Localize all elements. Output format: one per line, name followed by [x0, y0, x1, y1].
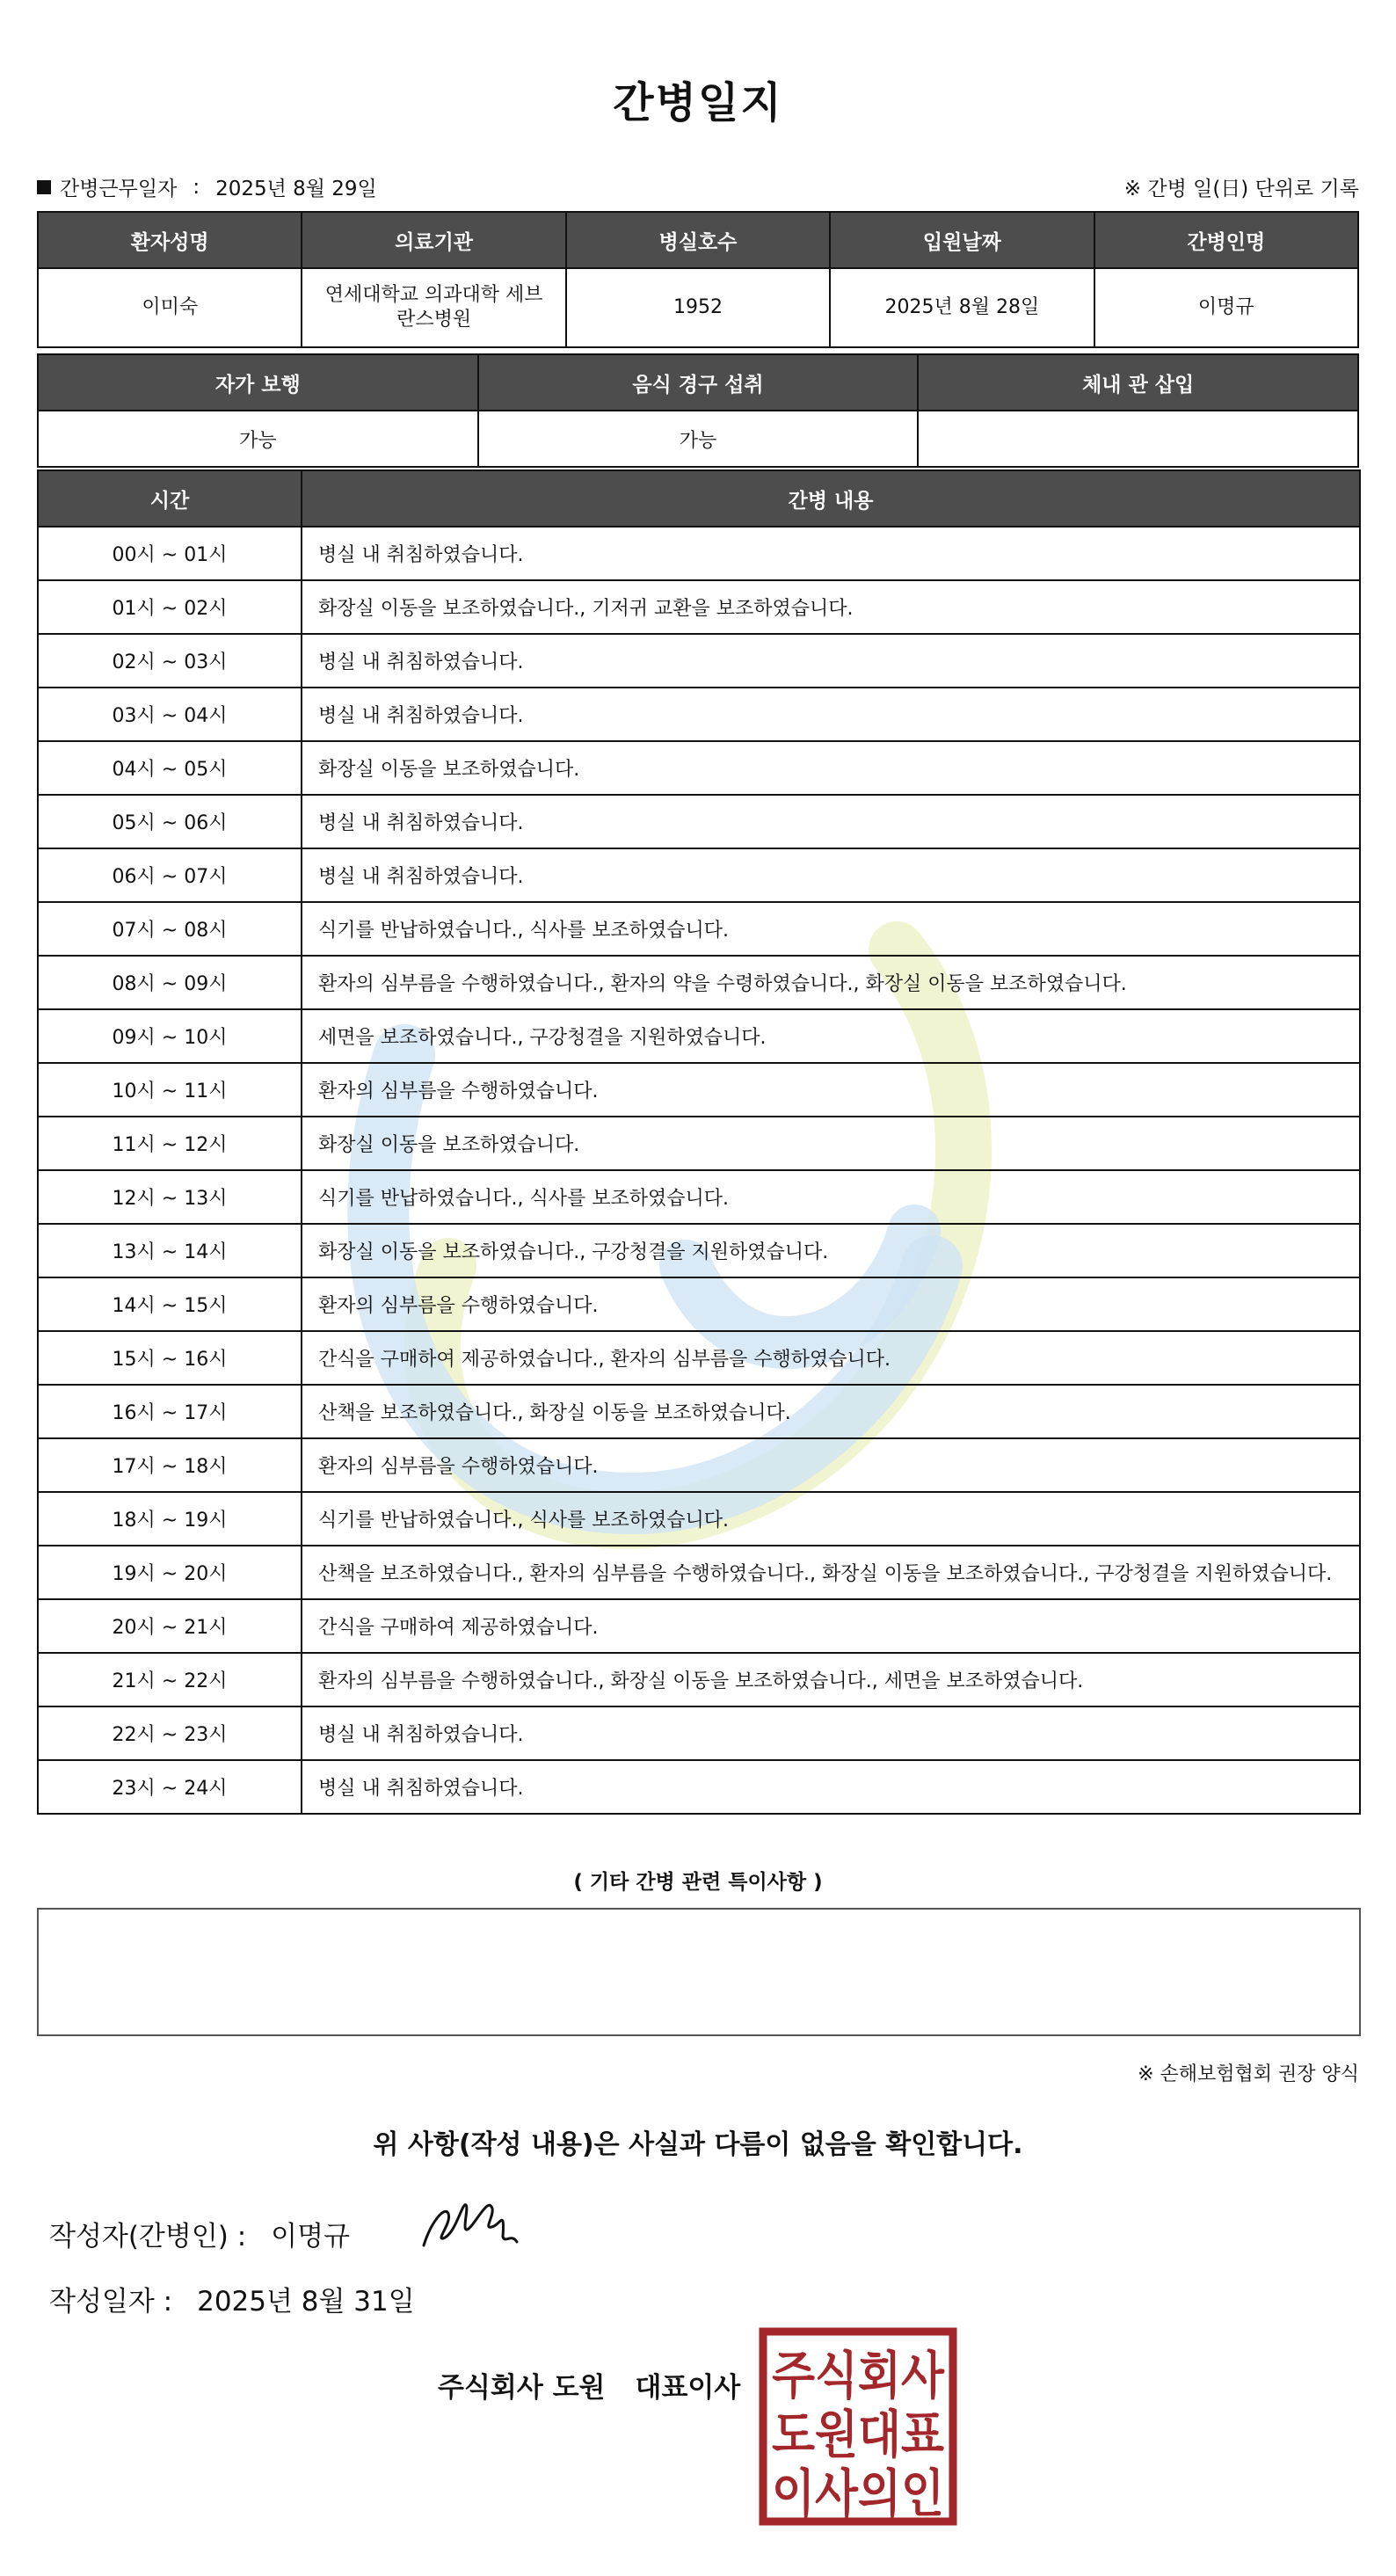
header-caregiver-name: 간병인명	[1094, 212, 1358, 268]
log-content: 화장실 이동을 보조하였습니다., 기저귀 교환을 보조하였습니다.	[302, 580, 1360, 634]
table-row	[38, 1385, 1360, 1438]
care-date-colon: :	[193, 175, 200, 199]
care-date-label: 간병근무일자	[60, 178, 178, 200]
log-time: 15시 ~ 16시	[38, 1331, 302, 1385]
log-content: 환자의 심부름을 수행하였습니다.	[302, 1063, 1360, 1117]
admission-date: 2025년 8월 28일	[830, 268, 1094, 347]
company-signoff	[438, 2365, 740, 2405]
log-content: 병실 내 취침하였습니다.	[302, 527, 1360, 580]
table-row	[38, 956, 1360, 1009]
log-time: 12시 ~ 13시	[38, 1170, 302, 1224]
table-row	[38, 1063, 1360, 1117]
header-care-content: 간병 내용	[302, 470, 1360, 527]
header-tube-insertion: 체내 관 삽입	[918, 354, 1358, 411]
seal-line-1: 주식회사	[772, 2346, 945, 2405]
log-content: 식기를 반납하였습니다., 식사를 보조하였습니다.	[302, 902, 1360, 956]
table-row	[38, 1224, 1360, 1277]
log-content: 산책을 보조하였습니다., 화장실 이동을 보조하였습니다.	[302, 1385, 1360, 1438]
log-time: 01시 ~ 02시	[38, 580, 302, 634]
log-content: 식기를 반납하였습니다., 식사를 보조하였습니다.	[302, 1492, 1360, 1546]
log-time: 04시 ~ 05시	[38, 741, 302, 795]
company-seal-stamp	[758, 2326, 958, 2527]
table-row	[38, 1760, 1360, 1814]
log-time: 19시 ~ 20시	[38, 1546, 302, 1599]
log-time: 08시 ~ 09시	[38, 956, 302, 1009]
written-date-label: 작성일자 :	[49, 2286, 173, 2318]
caregiver-name: 이명규	[1094, 268, 1358, 347]
log-time: 22시 ~ 23시	[38, 1706, 302, 1760]
table-row	[38, 902, 1360, 956]
log-time: 18시 ~ 19시	[38, 1492, 302, 1546]
log-content: 환자의 심부름을 수행하였습니다., 환자의 약을 수령하였습니다., 화장실 이동을 보조하였습니다.	[302, 956, 1360, 1009]
log-time: 14시 ~ 15시	[38, 1277, 302, 1331]
log-time: 13시 ~ 14시	[38, 1224, 302, 1277]
log-content: 환자의 심부름을 수행하였습니다., 화장실 이동을 보조하였습니다., 세면을 보조하였습니다.	[302, 1653, 1360, 1706]
writer-name: 이명규	[271, 2221, 351, 2252]
header-self-walking: 자가 보행	[38, 354, 478, 411]
square-bullet-icon	[37, 180, 51, 194]
log-time: 11시 ~ 12시	[38, 1117, 302, 1170]
log-content: 병실 내 취침하였습니다.	[302, 688, 1360, 741]
log-time: 05시 ~ 06시	[38, 795, 302, 848]
table-row	[38, 1599, 1360, 1653]
care-log-table	[37, 469, 1361, 1815]
care-date-meta	[37, 172, 377, 201]
table-row	[38, 1492, 1360, 1546]
log-time: 16시 ~ 17시	[38, 1385, 302, 1438]
written-date-line	[49, 2279, 415, 2318]
log-time: 02시 ~ 03시	[38, 634, 302, 688]
log-content: 간식을 구매하여 제공하였습니다.	[302, 1599, 1360, 1653]
table-row	[38, 580, 1360, 634]
remarks-box	[37, 1908, 1361, 2036]
company-name: 주식회사 도원	[438, 2372, 606, 2404]
care-date-value: 2025년 8월 29일	[215, 178, 377, 200]
log-content: 식기를 반납하였습니다., 식사를 보조하였습니다.	[302, 1170, 1360, 1224]
header-room-number: 병실호수	[566, 212, 830, 268]
log-content: 화장실 이동을 보조하였습니다.	[302, 1117, 1360, 1170]
tube-insertion-value	[918, 411, 1358, 467]
log-content: 병실 내 취침하였습니다.	[302, 1760, 1360, 1814]
log-content: 간식을 구매하여 제공하였습니다., 환자의 심부름을 수행하였습니다.	[302, 1331, 1360, 1385]
log-time: 20시 ~ 21시	[38, 1599, 302, 1653]
patient-status-table	[37, 353, 1359, 468]
seal-line-3: 이사의인	[772, 2463, 944, 2523]
log-time: 21시 ~ 22시	[38, 1653, 302, 1706]
table-row	[38, 795, 1360, 848]
log-content: 세면을 보조하였습니다., 구강청결을 지원하였습니다.	[302, 1009, 1360, 1063]
table-row	[38, 527, 1360, 580]
table-row	[38, 1653, 1360, 1706]
log-time: 06시 ~ 07시	[38, 848, 302, 902]
ceo-label: 대표이사	[635, 2372, 741, 2404]
confirm-statement: 위 사항(작성 내용)은 사실과 다름이 없음을 확인합니다.	[373, 2129, 1023, 2160]
signature-image	[413, 2187, 536, 2258]
table-row	[38, 1331, 1360, 1385]
table-row	[38, 1438, 1360, 1492]
log-time: 23시 ~ 24시	[38, 1760, 302, 1814]
written-date-value: 2025년 8월 31일	[197, 2286, 415, 2318]
header-patient-name: 환자성명	[38, 212, 302, 268]
log-content: 병실 내 취침하였습니다.	[302, 795, 1360, 848]
room-number: 1952	[566, 268, 830, 347]
log-content: 병실 내 취침하였습니다.	[302, 848, 1360, 902]
table-row	[38, 741, 1360, 795]
patient-info-table	[37, 211, 1359, 348]
table-row	[38, 688, 1360, 741]
log-content: 환자의 심부름을 수행하였습니다.	[302, 1277, 1360, 1331]
table-row	[38, 1009, 1360, 1063]
log-content: 병실 내 취침하였습니다.	[302, 634, 1360, 688]
remarks-title: ( 기타 간병 관련 특이사항 )	[573, 1871, 823, 1894]
table-row	[38, 1546, 1360, 1599]
record-unit-note: ※ 간병 일(日) 단위로 기록	[1123, 178, 1359, 200]
header-admission-date: 입원날짜	[830, 212, 1094, 268]
table-row	[38, 1706, 1360, 1760]
log-content: 화장실 이동을 보조하였습니다., 구강청결을 지원하였습니다.	[302, 1224, 1360, 1277]
table-row	[38, 634, 1360, 688]
log-content: 화장실 이동을 보조하였습니다.	[302, 741, 1360, 795]
log-content: 산책을 보조하였습니다., 환자의 심부름을 수행하였습니다., 화장실 이동을 보조하였습니다., 구강청결을 지원하였습니다.	[302, 1546, 1360, 1599]
header-time: 시간	[38, 470, 302, 527]
log-content: 환자의 심부름을 수행하였습니다.	[302, 1438, 1360, 1492]
table-row	[38, 848, 1360, 902]
header-hospital: 의료기관	[302, 212, 565, 268]
log-time: 09시 ~ 10시	[38, 1009, 302, 1063]
recommend-note: ※ 손해보험협회 권장 양식	[1138, 2063, 1359, 2085]
self-walking-value: 가능	[38, 411, 478, 467]
log-time: 07시 ~ 08시	[38, 902, 302, 956]
log-time: 17시 ~ 18시	[38, 1438, 302, 1492]
log-time: 10시 ~ 11시	[38, 1063, 302, 1117]
header-oral-intake: 음식 경구 섭취	[478, 354, 919, 411]
page-title: 간병일지	[613, 78, 783, 127]
seal-line-2: 도원대표	[772, 2405, 944, 2464]
writer-label: 작성자(간병인) :	[49, 2221, 247, 2252]
writer-line	[49, 2214, 350, 2253]
hospital-name: 연세대학교 의과대학 세브란스병원	[302, 268, 565, 347]
table-row	[38, 1170, 1360, 1224]
log-time: 03시 ~ 04시	[38, 688, 302, 741]
log-content: 병실 내 취침하였습니다.	[302, 1706, 1360, 1760]
log-time: 00시 ~ 01시	[38, 527, 302, 580]
table-row	[38, 1117, 1360, 1170]
table-row	[38, 1277, 1360, 1331]
oral-intake-value: 가능	[478, 411, 919, 467]
patient-name: 이미숙	[38, 268, 302, 347]
